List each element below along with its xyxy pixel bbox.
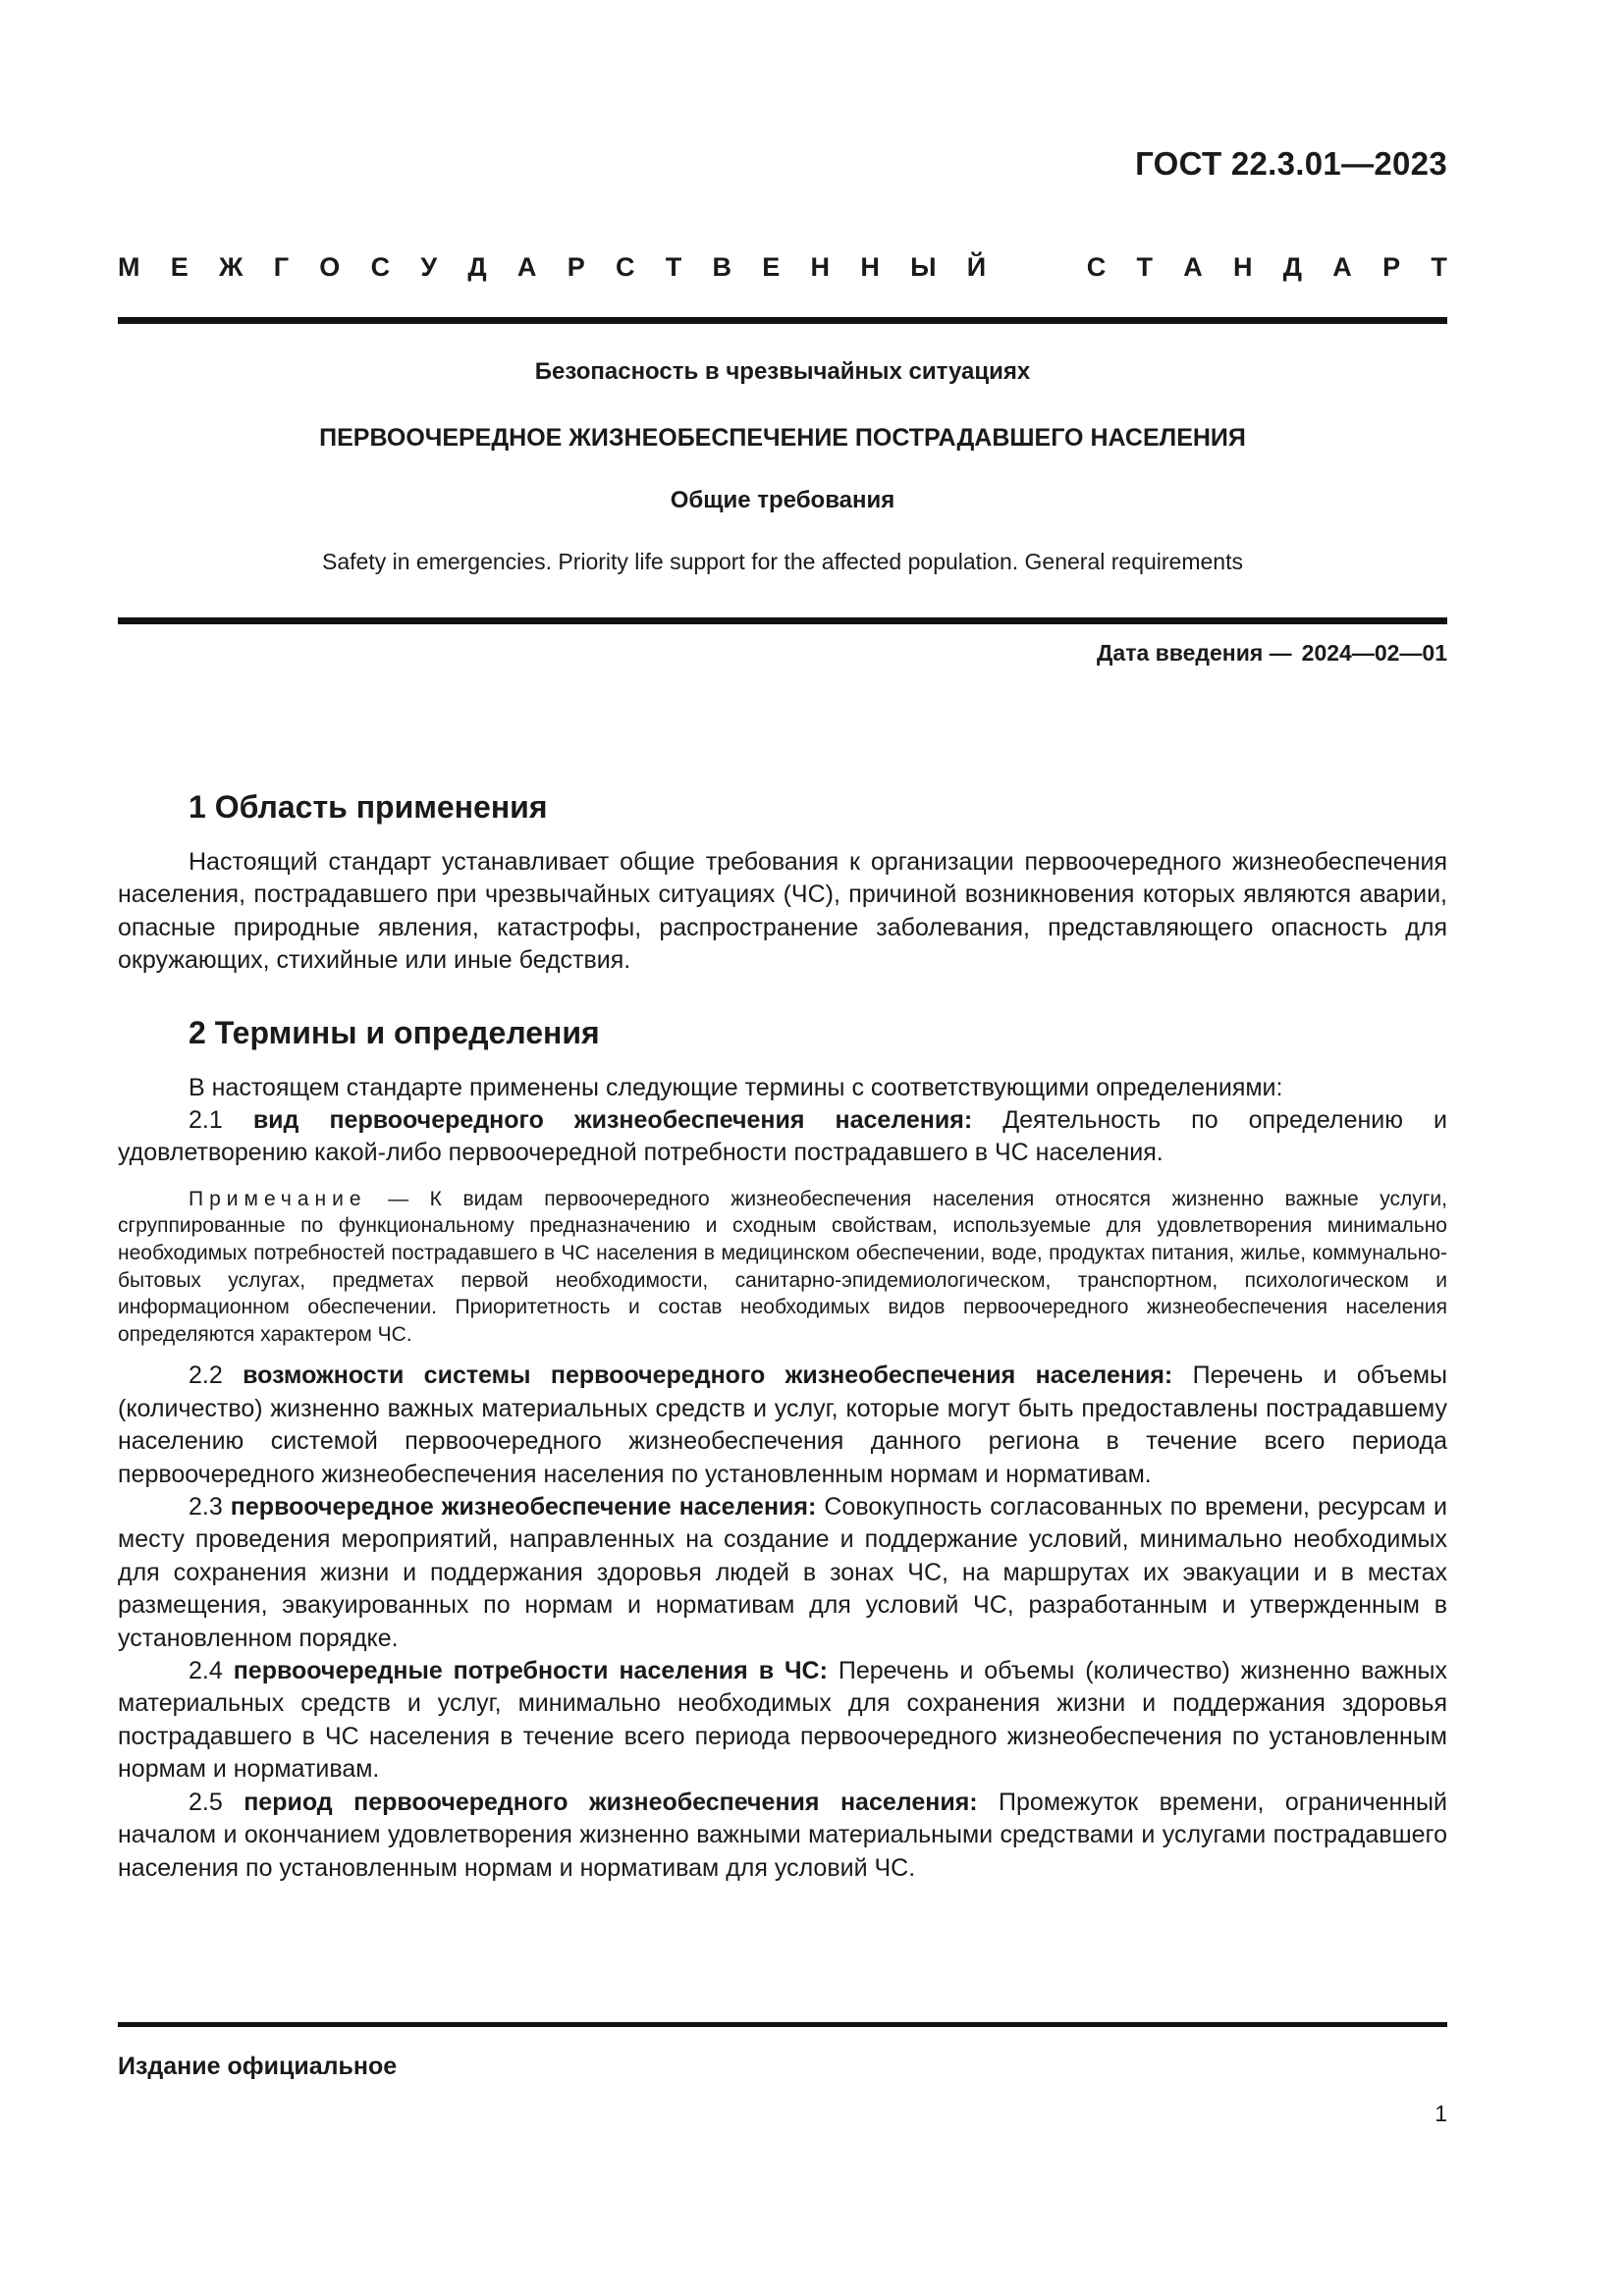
- banner-letter: Н: [810, 252, 831, 282]
- banner-letter: Ы: [910, 252, 937, 282]
- banner-letter: А: [1332, 252, 1352, 282]
- introduction-date-value: 2024—02—01: [1301, 640, 1447, 666]
- banner-letter: Ж: [219, 252, 244, 282]
- banner-letter: А: [516, 252, 537, 282]
- term-title: вид первоочередного жизнеобеспечения населения:: [252, 1106, 973, 1135]
- banner-letter: Н: [1233, 252, 1253, 282]
- banner-letter: А: [1183, 252, 1203, 282]
- banner-letter: Т: [665, 252, 682, 282]
- official-edition: Издание официальное: [118, 2053, 398, 2080]
- title-english: Safety in emergencies. Priority life support for the affected population. General requirements: [322, 549, 1243, 574]
- banner-letter: С: [370, 252, 391, 282]
- banner-letter: Т: [1136, 252, 1153, 282]
- term-2-2: [118, 1360, 1447, 1491]
- banner-letter: Й: [966, 252, 987, 282]
- introduction-date: [1097, 640, 1447, 667]
- banner-word-gap: [1016, 252, 1056, 283]
- note-paragraph: [118, 1186, 1447, 1349]
- banner-letter: Т: [1431, 252, 1447, 282]
- document-body: [118, 785, 1447, 1885]
- banner-letter: Н: [860, 252, 880, 282]
- title-main: ПЕРВООЧЕРЕДНОЕ ЖИЗНЕОБЕСПЕЧЕНИЕ ПОСТРАДАВШЕГО НАСЕЛЕНИЯ: [319, 424, 1246, 452]
- term-2-4: [118, 1655, 1447, 1787]
- term-definition: Перечень и объемы (количество) жизненно важных материальных средств и услуг, минимально необходимых для сохранения жизни и поддержания здоровья пострадавшего в ЧС населения в течение всего периода первоочередного жизнеобеспечения по установленным нормам и нормативам.: [118, 1657, 1447, 1784]
- banner-letter: Д: [1282, 252, 1303, 282]
- document-page: [118, 0, 1447, 2296]
- footer-rule: [118, 2022, 1447, 2027]
- title-general: Общие требования: [670, 487, 895, 513]
- banner-letter: У: [420, 252, 438, 282]
- term-number: 2.4: [189, 1657, 223, 1685]
- term-title: первоочередное жизнеобеспечение населения:: [230, 1493, 817, 1522]
- banner-letter: Р: [1382, 252, 1401, 282]
- banner-letter: С: [615, 252, 635, 282]
- term-definition: Совокупность согласованных по времени, ресурсам и месту проведения мероприятий, направленных на создание и поддержание условий, минимально необходимых для сохранения жизни и поддержания здоровья людей в зонах ЧС, на маршрутах их эвакуации и в местах размещения, эвакуированных по нормам и нормативам для условий ЧС, разработанным и утвержденным в установленном порядке.: [118, 1493, 1448, 1652]
- banner-letter: Е: [170, 252, 189, 282]
- banner-letter: Е: [762, 252, 781, 282]
- term-number: 2.5: [189, 1788, 223, 1816]
- term-definition: Перечень и объемы (количество) жизненно важных материальных средств и услуг, которые могут быть предоставлены пострадавшему населению системой первоочередного жизнеобеспечения данного региона в течение всего периода первоочередного жизнеобеспечения населения по установленным нормам и нормативам.: [118, 1362, 1448, 1488]
- term-2-1: [118, 1104, 1447, 1170]
- term-title: период первоочередного жизнеобеспечения населения:: [244, 1788, 978, 1816]
- note-label: Примечание: [189, 1187, 367, 1210]
- banner-letter: Р: [567, 252, 585, 282]
- term-definition: Деятельность по определению и удовлетворению какой-либо первоочередной потребности пострадавшего в ЧС населения.: [118, 1106, 1448, 1167]
- banner-letter: М: [118, 252, 140, 282]
- banner-letter: Д: [467, 252, 487, 282]
- title-safety: Безопасность в чрезвычайных ситуациях: [534, 358, 1031, 385]
- interstate-standard-banner: [118, 252, 1447, 283]
- banner-letter: Г: [273, 252, 290, 282]
- note-text: — К видам первоочередного жизнеобеспечения населения относятся жизненно важные услуги, сгруппированные по функциональному предназначению и сходным свойствам, используемые для удовлетворения минимально необходимых потребностей пострадавшего в ЧС населения в медицинском обеспечении, воде, продуктах питания, жилье, коммунально-бытовых услугах, предметах первой необходимости, санитарно-эпидемиологическом, транспортном, психологическом и информационном обеспечении. Приоритетность и состав необходимых видов первоочередного жизнеобеспечения населения определяются характером ЧС.: [118, 1187, 1447, 1346]
- top-rule: [118, 317, 1447, 324]
- banner-letter: С: [1086, 252, 1107, 282]
- section-1-heading: 1 Область применения: [189, 789, 548, 825]
- term-definition: Промежуток времени, ограниченный началом и окончанием удовлетворения жизненно важными материальными средствами и услугами пострадавшего населения по установленным нормам и нормативам для условий ЧС.: [118, 1788, 1447, 1882]
- introduction-date-label: Дата введения —: [1097, 640, 1292, 666]
- term-title: возможности системы первоочередного жизнеобеспечения населения:: [243, 1362, 1173, 1390]
- title-bottom-rule: [118, 617, 1447, 624]
- standard-number: ГОСТ 22.3.01—2023: [1135, 145, 1447, 182]
- section-2-heading: 2 Термины и определения: [189, 1014, 600, 1050]
- banner-letter: О: [319, 252, 341, 282]
- term-title: первоочередные потребности населения в ЧС:: [233, 1657, 828, 1685]
- term-2-5: [118, 1787, 1447, 1885]
- section-2-intro: В настоящем стандарте применены следующие термины с соответствующими определениями:: [189, 1073, 1283, 1101]
- term-number: 2.1: [189, 1106, 223, 1135]
- term-number: 2.2: [189, 1362, 223, 1390]
- banner-letter: В: [712, 252, 731, 282]
- section-1-text: Настоящий стандарт устанавливает общие требования к организации первоочередного жизнеобеспечения населения, пострадавшего при чрезвычайных ситуациях (ЧС), причиной возникновения которых являются аварии, опасные природные явления, катастрофы, распространение заболевания, представляющего опасность для окружающих, стихийные или иные бедствия.: [118, 848, 1447, 975]
- page-number: 1: [1435, 2101, 1447, 2126]
- term-number: 2.3: [189, 1493, 223, 1522]
- term-2-3: [118, 1491, 1447, 1655]
